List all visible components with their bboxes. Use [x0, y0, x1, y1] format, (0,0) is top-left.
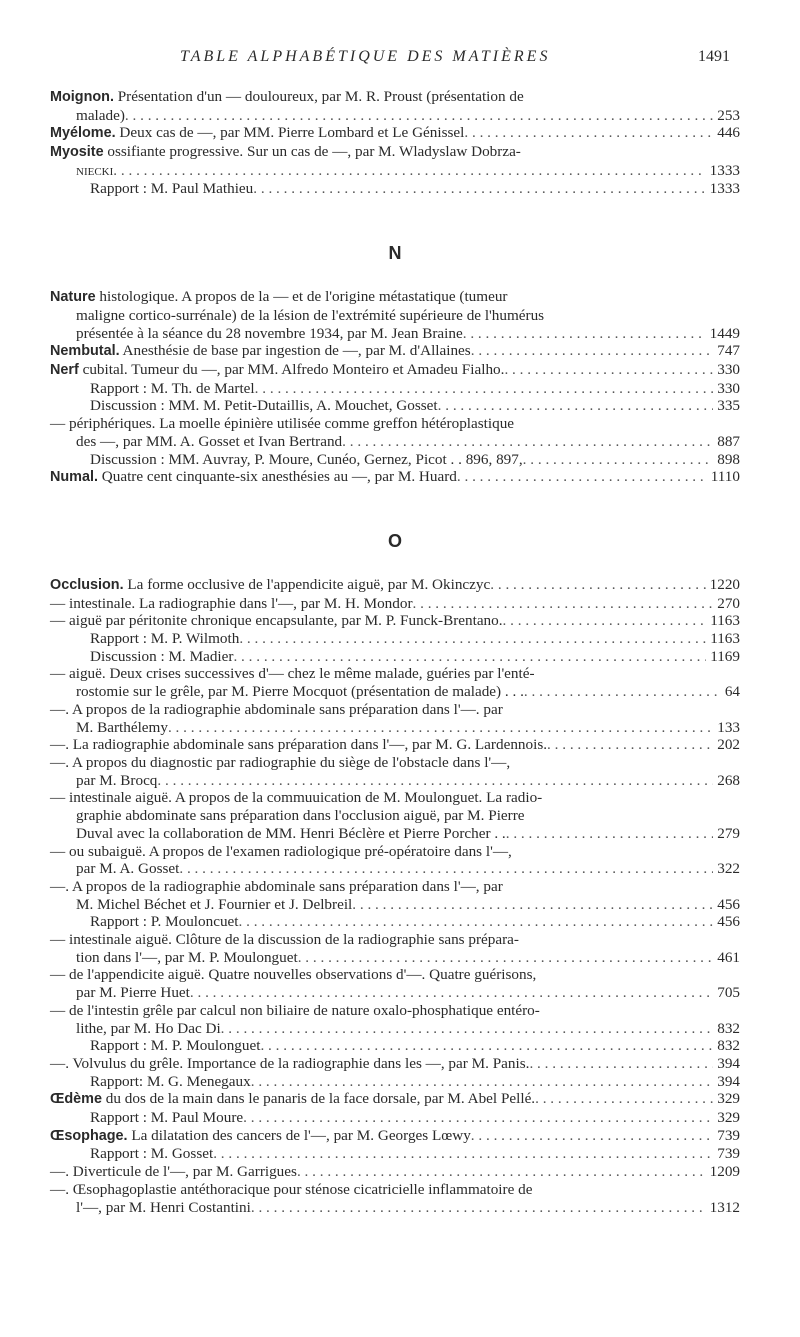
entry-text: —. A propos du diagnostic par radiographie du siège de l'obstacle dans l'—,	[50, 753, 511, 771]
entry-head: Nembutal.	[50, 343, 120, 360]
entry-head: Œdème	[50, 1091, 102, 1108]
entry-text: Présentation d'un — douloureux, par M. R. Proust (présentation de	[117, 88, 524, 105]
occlusion-subentry	[50, 913, 740, 931]
page-ref: 330	[717, 379, 740, 397]
page-ref: 1169	[710, 647, 740, 665]
rapport-line: Rapport : M. Th. de Martel	[90, 379, 255, 397]
page-ref: 1449	[709, 324, 740, 342]
entry-head: Nerf	[50, 362, 79, 379]
page-ref: 394	[717, 1072, 740, 1090]
page-header	[60, 48, 740, 78]
page-ref: 202	[717, 736, 740, 754]
rapport-line: Rapport : M. Paul Mathieu	[90, 179, 254, 197]
occlusion-subentry	[50, 789, 740, 842]
rapport-line: Rapport : M. Paul Moure	[90, 1109, 244, 1127]
page-ref: 330	[717, 361, 740, 379]
entry-text: — de l'intestin grêle par calcul non biliaire de nature oxalo-phosphatique entéro-	[50, 1001, 540, 1019]
page-ref: 1220	[709, 575, 740, 593]
entry-text: cubital. Tumeur du —, par MM. Alfredo Monteiro et Amadeu Fialho.	[82, 361, 505, 379]
entry-text: — intestinale aiguë. A propos de la commuuication de M. Moulonguet. La radio-	[50, 789, 543, 807]
entry-nembutal	[50, 342, 740, 361]
occlusion-subentry	[50, 595, 740, 613]
rapport-line: Rapport : M. Gosset	[90, 1145, 214, 1163]
rapport-line: Rapport: M. G. Menegaux	[90, 1072, 251, 1090]
entry-myosite	[50, 143, 740, 197]
entry-text: Duval avec la collaboration de MM. Henri Béclère et Pierre Porcher . .	[76, 824, 506, 842]
page-ref: 394	[717, 1054, 740, 1072]
entry-oedeme	[50, 1090, 740, 1126]
page-ref: 322	[717, 860, 740, 878]
entry-text: Deux cas de —, par MM. Pierre Lombard et Le Génissel	[119, 124, 465, 142]
occlusion-subentry	[50, 665, 740, 700]
page-ref: 1312	[709, 1198, 740, 1216]
entry-text: — aiguë par péritonite chronique encapsulante, par M. P. Funck-Brentano.	[50, 612, 503, 630]
occlusion-subentry	[50, 878, 740, 913]
occlusion-subentry	[50, 701, 740, 736]
page-ref: 270	[717, 594, 740, 612]
entry-text: M. Michel Béchet et J. Fournier et J. Delbreil	[76, 895, 353, 913]
page-ref: 279	[717, 824, 740, 842]
page-ref: 1110	[710, 468, 740, 486]
page-ref: 898	[717, 450, 740, 468]
discussion-line: Discussion : MM. Auvray, P. Moure, Cunéo, Gernez, Picot . . 896, 897,	[90, 450, 523, 468]
occlusion-subentry	[50, 1055, 740, 1073]
entry-text: l'—, par M. Henri Costantini	[76, 1198, 251, 1216]
occlusion-subentry	[50, 1073, 740, 1091]
entry-head: Nature	[50, 289, 96, 306]
page-ref: 461	[717, 948, 740, 966]
entry-text: — intestinale. La radiographie dans l'—, par M. H. Mondor	[50, 594, 413, 612]
occlusion-subentry	[50, 648, 740, 666]
rapport-line: Rapport : P. Mouloncuet	[90, 913, 239, 931]
entry-text: graphie abdominate sans préparation dans l'occlusion aiguë, par M. Pierre	[76, 807, 525, 825]
entry-oesophage	[50, 1127, 740, 1217]
page-ref: 832	[717, 1019, 740, 1037]
entry-text: — intestinale aiguë. Clôture de la discussion de la radiographie sans prépara-	[50, 931, 519, 949]
occlusion-subentry	[50, 931, 740, 966]
page-ref: 705	[717, 984, 740, 1002]
page-ref: 1163	[710, 630, 740, 648]
entry-text: présentée à la séance du 28 novembre 1934, par M. Jean Braine	[76, 324, 463, 342]
page-number: 1491	[698, 48, 730, 65]
entry-text: tion dans l'—, par M. P. Moulonguet	[76, 948, 298, 966]
rapport-line: Rapport : M. P. Moulonguet	[90, 1037, 261, 1055]
entry-text: —. A propos de la radiographie abdominale sans préparation dans l'—. par	[50, 700, 503, 718]
page-ref: 739	[717, 1145, 740, 1163]
entry-head: Œsophage.	[50, 1127, 128, 1144]
section-letter-o: O	[387, 530, 402, 551]
entry-text: Anesthésie de base par ingestion de —, par M. d'Allaines	[122, 342, 471, 360]
discussion-line: Discussion : MM. M. Petit-Dutaillis, A. Mouchet, Gosset	[90, 397, 438, 415]
page-ref: 446	[717, 124, 740, 142]
entry-head: Numal.	[50, 469, 98, 486]
page-ref: 832	[717, 1037, 740, 1055]
page-ref: 456	[717, 913, 740, 931]
entry-text: par M. A. Gosset	[76, 860, 180, 878]
entry-head: Myosite	[50, 144, 104, 161]
page-ref: 747	[717, 342, 740, 360]
occlusion-subentry	[50, 630, 740, 648]
occlusion-subentry	[50, 966, 740, 1001]
occlusion-subentry	[50, 754, 740, 789]
page-ref: 133	[717, 718, 740, 736]
entry-text: Quatre cent cinquante-six anesthésies au —, par M. Huard	[101, 468, 457, 486]
entry-text: lithe, par M. Ho Dac Di	[76, 1019, 221, 1037]
entry-myelome	[50, 124, 740, 143]
entry-occlusion	[50, 576, 740, 1090]
entry-text: — de l'appendicite aiguë. Quatre nouvelles observations d'—. Quatre guérisons,	[50, 966, 537, 984]
page-ref: 1333	[709, 161, 740, 179]
entry-head: Myélome.	[50, 125, 116, 142]
entry-text: des —, par MM. A. Gosset et Ivan Bertrand	[76, 432, 343, 450]
rapport-line: Rapport : M. P. Wilmoth	[90, 630, 240, 648]
occlusion-subentry	[50, 612, 740, 630]
entry-text: La forme occlusive de l'appendicite aiguë, par M. Okinczyc	[127, 575, 491, 593]
entry-nerf	[50, 361, 740, 468]
entry-head: Occlusion.	[50, 576, 124, 593]
occlusion-subentry	[50, 736, 740, 754]
entry-text: M. Barthélemy	[76, 718, 168, 736]
page-ref: 329	[717, 1109, 740, 1127]
entry-text: —. A propos de la radiographie abdominale sans préparation dans l'—, par	[50, 877, 503, 895]
entry-text: histologique. A propos de la — et de l'origine métastatique (tumeur	[99, 288, 508, 306]
page-ref: 64	[724, 683, 740, 701]
page-ref: 887	[717, 432, 740, 450]
page-ref: 739	[717, 1126, 740, 1144]
occlusion-subentry	[50, 1037, 740, 1055]
rapport-line: Discussion : M. Madier	[90, 647, 234, 665]
entry-text: ossifiante progressive. Sur un cas de —, par M. Wladyslaw Dobrza-	[107, 143, 521, 161]
entry-text: — ou subaiguë. A propos de l'examen radiologique pré-opératoire dans l'—,	[50, 842, 512, 860]
entry-text: maligne cortico-surrénale) de la lésion de l'extrémité supérieure de l'humérus	[76, 306, 545, 324]
entry-head: Moignon.	[50, 89, 114, 105]
page-ref: 253	[717, 106, 740, 124]
entry-numal	[50, 468, 740, 487]
section-letter-n: N	[388, 243, 402, 264]
entry-nature	[50, 288, 740, 342]
page-ref: 1333	[709, 179, 740, 197]
occlusion-subentry	[50, 843, 740, 878]
entry-text: —. La radiographie abdominale sans préparation dans l'—, par M. G. Lardennois.	[50, 736, 548, 754]
index-body	[50, 88, 740, 1216]
page-ref: 1163	[710, 612, 740, 630]
entry-text: rostomie sur le grêle, par M. Pierre Mocquot (présentation de malade) . . .	[76, 683, 524, 701]
entry-moignon	[50, 88, 740, 124]
entry-text: La dilatation des cancers de l'—, par M. Georges Lœwy	[131, 1126, 471, 1144]
entry-text: —. Volvulus du grêle. Importance de la radiographie dans les —, par M. Panis.	[50, 1054, 530, 1072]
page-ref: 335	[717, 397, 740, 415]
running-title: TABLE ALPHABÉTIQUE DES MATIÈRES	[180, 48, 551, 65]
entry-text: —. Œsophagoplastie antéthoracique pour sténose cicatricielle inflammatoire de	[50, 1180, 533, 1198]
page-ref: 268	[717, 771, 740, 789]
occlusion-subentries	[50, 595, 740, 1091]
page-ref: 1209	[709, 1163, 740, 1181]
entry-text: par M. Pierre Huet	[76, 984, 190, 1002]
entry-text: — périphériques. La moelle épinière utilisée comme greffon hétéroplastique	[50, 415, 515, 433]
entry-text: — aiguë. Deux crises successives d'— chez le même malade, guéries par l'enté-	[50, 665, 535, 683]
page-ref: 329	[717, 1090, 740, 1108]
entry-text: du dos de la main dans le panaris de la face dorsale, par M. Abel Pellé.	[105, 1090, 536, 1108]
page-ref: 456	[717, 895, 740, 913]
entry-text: —. Diverticule de l'—, par M. Garrigues	[50, 1163, 297, 1181]
entry-text: par M. Brocq	[76, 771, 158, 789]
occlusion-subentry	[50, 1002, 740, 1037]
entry-text: niecki	[76, 161, 114, 179]
entry-text: malade)	[76, 106, 125, 124]
